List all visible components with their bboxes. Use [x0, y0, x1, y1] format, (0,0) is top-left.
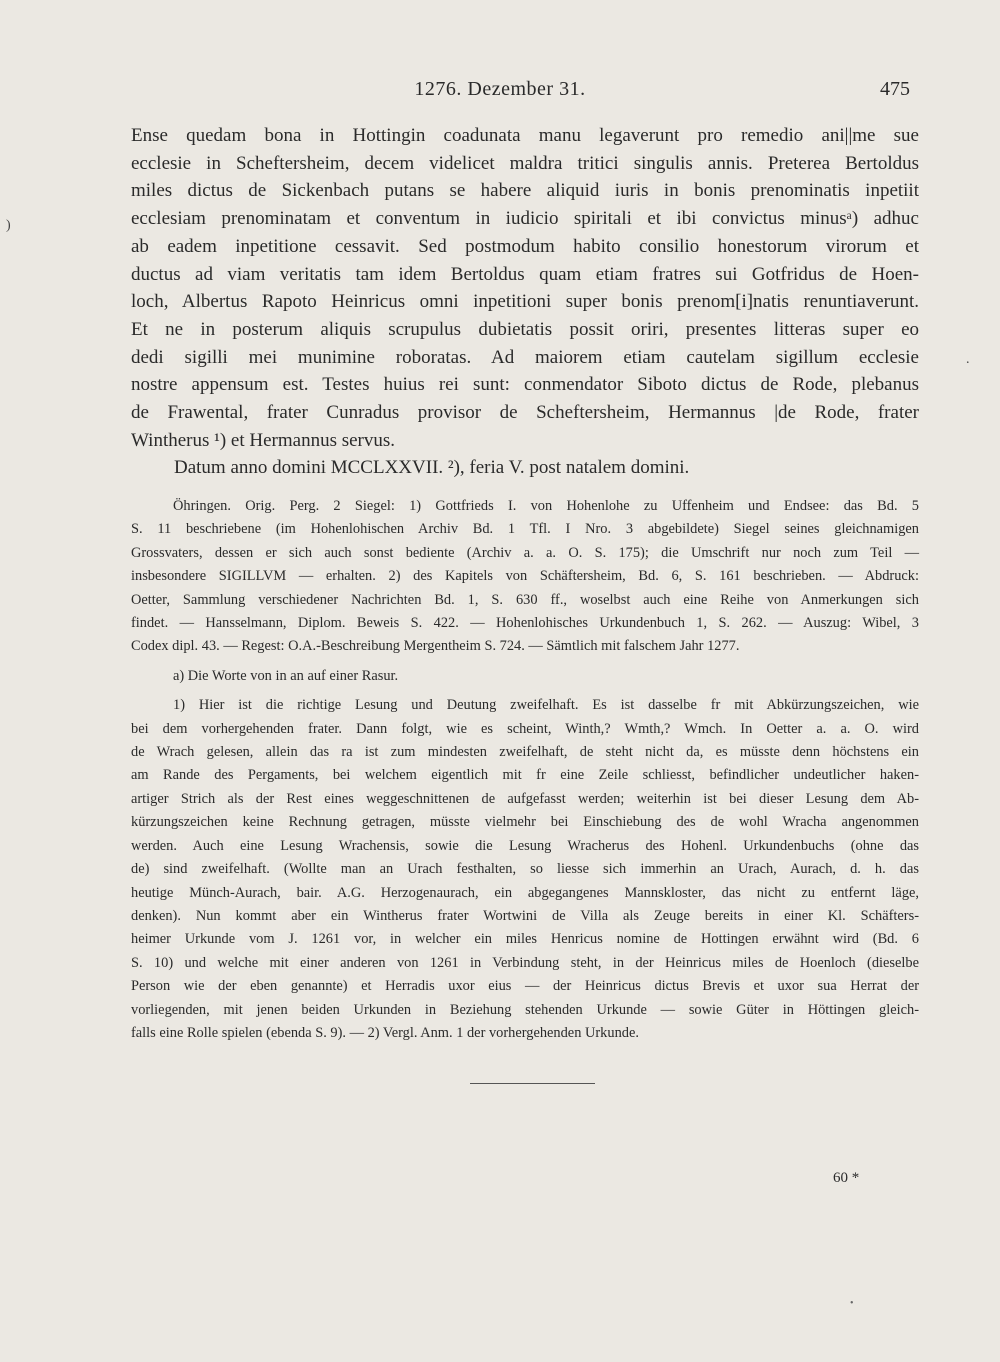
running-header-date: 1276. Dezember 31.: [414, 78, 586, 100]
footnote-1-line: 1) Hier ist die richtige Lesung und Deutung zweifelhaft. Es ist dasselbe fr mit Abkürzungszeichen, wie: [173, 697, 919, 714]
source-note-line: insbesondere SIGILLVM — erhalten. 2) des Kapitels von Schäftersheim, Bd. 6, S. 161 beschrieben. — Abdruck:: [131, 568, 919, 585]
footnote-1-line: S. 10) und welche mit einer anderen von 1261 in Verbindung steht, in der Heinricus miles de Hoenloch (dieselbe: [131, 954, 919, 971]
footnote-1-line: bei dem vorhergehenden frater. Dann folgt, wie es scheint, Winth,? Wmth,? Wmch. In Oetter a. a. O. wird: [131, 720, 919, 737]
charter-line: miles dictus de Sickenbach putans se habere aliquid iuris in bonis prenominatis inpetiit: [131, 180, 919, 202]
source-note-line: Öhringen. Orig. Perg. 2 Siegel: 1) Gottfrieds I. von Hohenlohe zu Uffenheim und Endsee: das Bd. 5: [173, 498, 919, 514]
footnote-1-line: de) sind zweifelhaft. (Wollte man an Urach festhalten, so liesse sich immerhin an Urach, Aurach, d. h. das: [131, 861, 919, 878]
footnote-a: a) Die Worte von in an auf einer Rasur.: [173, 667, 399, 684]
footnote-1-line: heutige Münch-Aurach, bair. A.G. Herzogenaurach, ein abgegangenes Mannskloster, das nicht zu entfernt läge,: [131, 884, 919, 901]
charter-line: ecclesiam prenominatam et conventum in iudicio spiritali et ibi convictus minusᵃ) adhuc: [131, 208, 919, 230]
footnote-1-line: heimer Urkunde vom J. 1261 vor, in welcher ein miles Henricus nomine de Hottingen erwähnt wird (Bd. 6: [131, 931, 919, 948]
footnote-1-line: werden. Auch eine Lesung Wrachensis, sowie die Lesung Wracherus des Hohenl. Urkundenbuchs (ohne das: [131, 837, 919, 854]
margin-mark-right: .: [966, 352, 970, 367]
footnote-1-line: am Rande des Pergaments, bei welchem eigentlich mit fr eine Zeile schliesst, befindlicher undeutlicher haken-: [131, 767, 919, 784]
charter-text: [131, 122, 919, 482]
charter-line: nostre appensum est. Testes huius rei sunt: conmendator Siboto dictus de Rode, plebanus: [131, 374, 919, 396]
margin-mark-left: ): [6, 218, 11, 233]
charter-line: Wintherus ¹) et Hermannus servus.: [131, 429, 396, 451]
footnote-1-line: kürzungszeichen keine Rechnung getragen, müsste vielmehr bei Einschiebung des de wohl Wracha angenommen: [131, 814, 919, 831]
source-note-line: Oetter, Sammlung verschiedener Nachrichten Bd. 1, S. 630 ff., woselbst auch eine Reihe von Anmerkungen sich: [131, 591, 919, 608]
charter-line: Et ne in posterum aliquis scrupulus dubietatis possit oriri, presentes litteras super eo: [131, 318, 919, 340]
page-number: 475: [880, 78, 910, 100]
section-divider: [470, 1083, 595, 1084]
footnote-1-line: falls eine Rolle spielen (ebenda S. 9). — 2) Vergl. Anm. 1 der vorhergehenden Urkunde.: [131, 1024, 639, 1041]
charter-line: de Frawental, frater Cunradus provisor de Scheftersheim, Hermannus |de Rode, frater: [131, 402, 919, 424]
charter-line: ab eadem inpetitione cessavit. Sed postmodum habito consilio honestorum virorum et: [131, 235, 919, 257]
footnote-1-line: de Wrach gelesen, allein das ra ist zum mindesten zweifelhaft, de steht nicht da, es müsste denn höchstens ein: [131, 744, 919, 761]
editorial-notes: [131, 495, 919, 1045]
source-note-line: findet. — Hansselmann, Diplom. Beweis S. 422. — Hohenlohisches Urkundenbuch 1, S. 262. — Auszug: Wibel, 3: [131, 615, 919, 632]
charter-line: ecclesie in Scheftersheim, decem videlicet maldra tritici singulis annis. Preterea Bertoldus: [131, 152, 919, 174]
charter-line: Ense quedam bona in Hottingin coadunata manu legaverunt pro remedio ani||me sue: [131, 125, 919, 146]
source-note-line: Grossvaters, dessen er sich auch sonst bediente (Archiv a. a. O. S. 175); die Umschrift nur noch zum Teil —: [131, 544, 919, 561]
footnote-1-line: vorliegenden, mit jenen beiden Urkunden in Beziehung stehenden Urkunde — sowie Güter in Höttingen gleich-: [131, 1001, 919, 1018]
charter-line: ductus ad viam veritatis tam idem Bertoldus quam etiam fratres sui Gotfridus de Hoen-: [131, 263, 919, 285]
footnote-1-line: artiger Strich als der Rest eines weggeschnittenen de aufgefasst werden; weiterhin ist bei dieser Lesung dem Ab-: [131, 790, 919, 807]
charter-line: loch, Albertus Rapoto Heinricus omni inpetitioni super bonis prenom[i]natis renuntiaverunt.: [131, 291, 919, 313]
signature-mark: 60 *: [833, 1170, 860, 1186]
margin-mark-bottom: •: [850, 1298, 854, 1309]
charter-line: dedi sigilli mei munimine roboratas. Ad maiorem etiam cautelam sigillum ecclesie: [131, 346, 919, 368]
source-note-line: Codex dipl. 43. — Regest: O.A.-Beschreibung Mergentheim S. 724. — Sämtlich mit falschem Jahr 1277.: [131, 638, 740, 655]
footnote-1-line: denken). Nun kommt aber ein Wintherus frater Wortwini de Villa als Zeuge bereits in einer Kl. Schäfters-: [131, 907, 919, 924]
datum-line: Datum anno domini MCCLXXVII. ²), feria V. post natalem domini.: [174, 457, 690, 479]
source-note-line: S. 11 beschriebene (im Hohenlohischen Archiv Bd. 1 Tfl. I Nro. 3 abgebildete) Siegel seines gleichnamigen: [131, 521, 919, 538]
footnote-1-line: Person wie der eben genannte) et Herradis uxor eius — der Heinricus dictus Brevis et uxor sua Herrat der: [131, 978, 919, 995]
